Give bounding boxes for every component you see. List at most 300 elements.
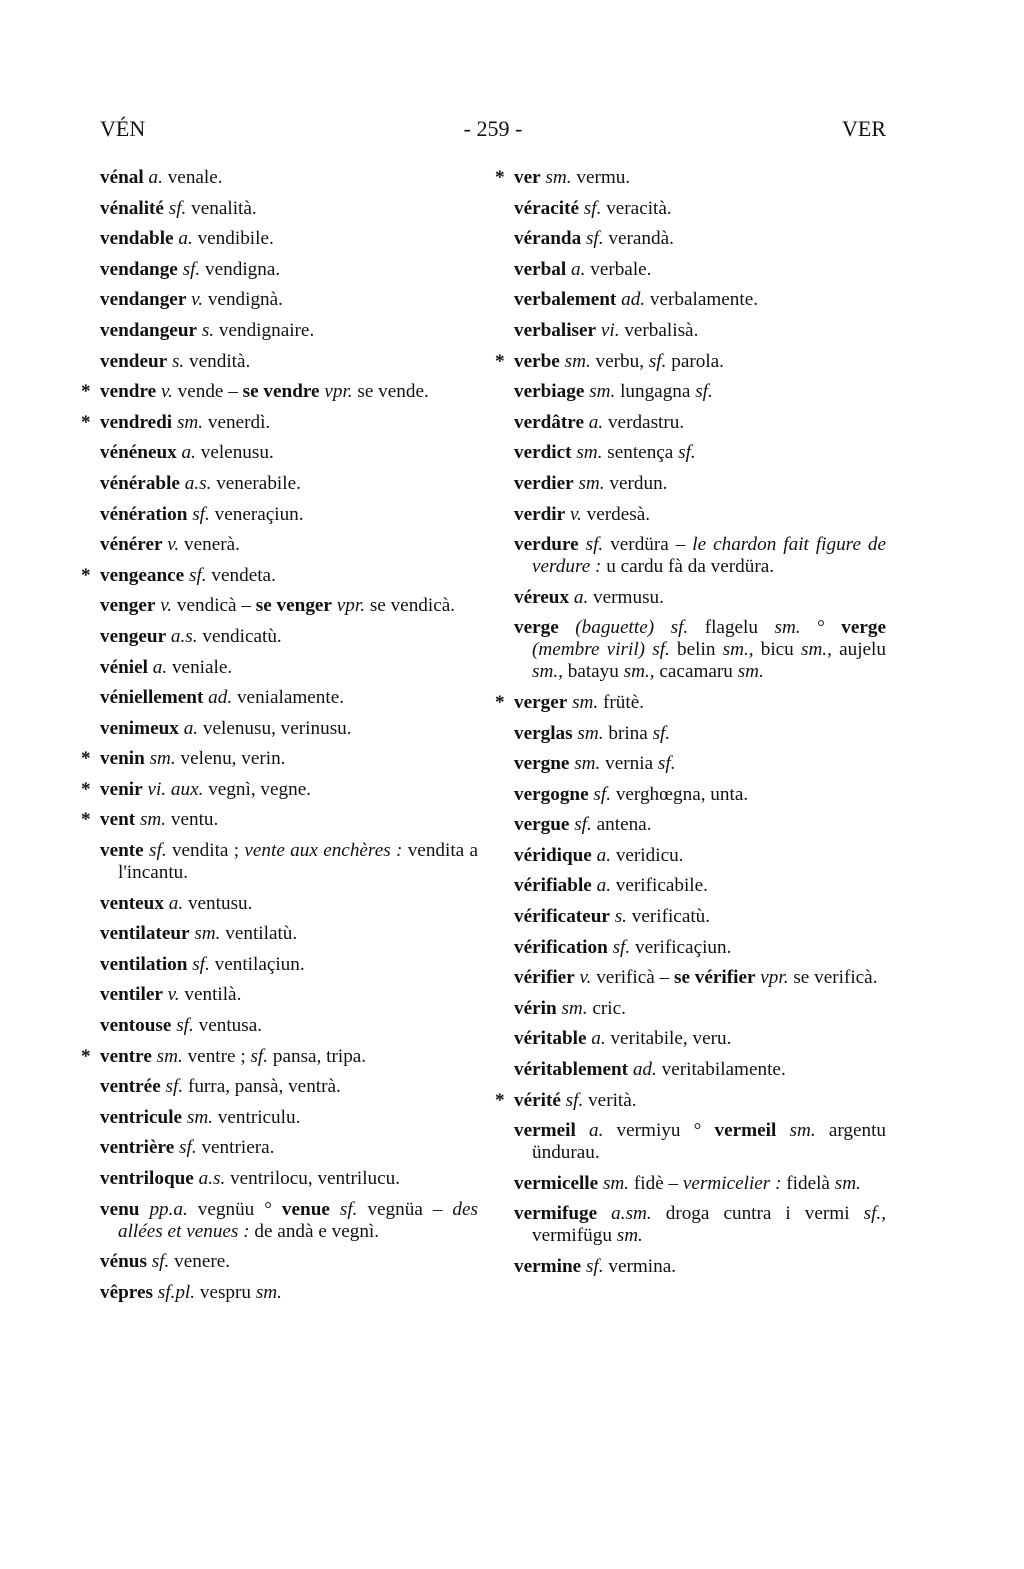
grammar-label: sf.: [657, 753, 676, 775]
headword: vénalité: [100, 197, 164, 219]
translation-text: ventriera.: [196, 1137, 275, 1159]
translation-text: veridicu.: [611, 844, 684, 866]
grammar-label: sf.: [168, 197, 187, 219]
page-header: [100, 116, 886, 146]
asterisk-marker: *: [495, 1089, 505, 1111]
translation-text: antena.: [591, 814, 652, 836]
translation-text: verandà.: [603, 228, 674, 250]
translation-text: ventusu.: [183, 892, 253, 914]
grammar-label: sf.: [583, 197, 602, 219]
headword: véreux: [514, 586, 570, 608]
dictionary-entry: [514, 1169, 886, 1200]
grammar-label: sm.,: [722, 639, 754, 661]
translation-text: ventilatù.: [220, 923, 298, 945]
dictionary-entry: [81, 561, 478, 592]
dictionary-entry: [81, 775, 478, 806]
grammar-label: sf.: [192, 503, 210, 525]
french-phrase: des allées et venues :: [118, 1198, 478, 1242]
translation-text: venalità.: [186, 197, 257, 219]
headword: vergogne: [514, 783, 589, 805]
translation-text: vendicà –: [172, 595, 256, 617]
translation-text: verdastru.: [603, 411, 685, 433]
translation-text: vermiyu °: [603, 1120, 715, 1142]
translation-text: °: [800, 617, 842, 639]
grammar-label: sm.: [156, 1045, 183, 1067]
translation-text: vendita ;: [166, 840, 245, 862]
headword: vénal: [100, 167, 144, 188]
translation-text: venale.: [162, 167, 223, 188]
headword: verbiage: [514, 381, 585, 403]
translation-text: pansa, tripa.: [268, 1045, 367, 1067]
headword: verglas: [514, 722, 573, 744]
translation-text: [576, 1120, 589, 1141]
grammar-label: a.: [573, 586, 589, 608]
grammar-label: v.: [579, 967, 592, 989]
grammar-label: sm.: [616, 1225, 643, 1247]
dictionary-entry: [514, 438, 886, 469]
translation-text: vende –: [172, 381, 243, 403]
dictionary-entry: [100, 622, 478, 653]
grammar-label: sm.: [576, 442, 603, 464]
grammar-label: sm.: [545, 167, 572, 188]
headword: vénéneux: [100, 442, 177, 464]
dictionary-entry: [81, 805, 478, 836]
translation-text: vermusu.: [588, 586, 664, 608]
grammar-label: a.s.: [170, 625, 198, 647]
grammar-label: sf.: [250, 1045, 269, 1067]
dictionary-entry: [100, 1278, 478, 1309]
translation-text: verdüra –: [603, 534, 693, 556]
dictionary-entry: [100, 1072, 478, 1103]
grammar-label: sm.,: [532, 661, 563, 683]
grammar-label: sf.: [670, 617, 689, 639]
asterisk-marker: *: [495, 691, 505, 713]
grammar-label: sm.: [577, 722, 604, 744]
grammar-label: a.: [596, 875, 611, 897]
translation-text: sentença: [602, 442, 679, 464]
translation-text: venere.: [169, 1251, 231, 1273]
grammar-label: sm.,: [623, 661, 655, 683]
headword: vendangeur: [100, 319, 198, 341]
translation-text: bicu: [753, 639, 801, 661]
grammar-label: vpr.: [324, 381, 353, 403]
translation-text: ventusa.: [193, 1015, 263, 1037]
headword: ventricule: [100, 1106, 183, 1128]
grammar-label: vi. aux.: [147, 778, 204, 800]
translation-text: ventilà.: [179, 984, 242, 1006]
headword: vénérable: [100, 472, 180, 494]
dictionary-entry: [514, 1252, 886, 1283]
translation-text: u cardu fà da verdüra.: [601, 556, 775, 578]
dictionary-entry: [514, 224, 886, 255]
grammar-label: a.: [588, 411, 604, 433]
grammar-label: a.s.: [184, 472, 212, 494]
dictionary-entry: [514, 285, 886, 316]
translation-text: venerà.: [179, 534, 240, 556]
translation-text: vendeta.: [206, 564, 276, 586]
grammar-label: sf.pl.: [157, 1281, 196, 1303]
translation-text: cric.: [587, 997, 626, 1019]
french-phrase: vermicelier :: [682, 1172, 782, 1194]
headword: vendredi: [100, 411, 173, 433]
translation-text: vespru: [195, 1281, 256, 1303]
translation-text: vendità.: [184, 350, 251, 372]
header-left-guide-word: VÉN: [100, 116, 146, 141]
translation-text: vermifügu: [532, 1225, 617, 1247]
translation-text: vendigna.: [200, 258, 281, 280]
translation-text: verbu,: [590, 350, 649, 372]
grammar-label: sm.: [149, 748, 176, 770]
headword: véniellement: [100, 687, 204, 709]
dictionary-entry: [514, 316, 886, 347]
headword: venin: [100, 748, 145, 770]
dictionary-entry: [100, 438, 478, 469]
dictionary-entry: [100, 163, 478, 194]
translation-text: verbale.: [585, 258, 652, 280]
asterisk-marker: *: [81, 748, 91, 770]
translation-text: de andà e vegnì.: [249, 1220, 380, 1242]
dictionary-entry: [100, 683, 478, 714]
grammar-label: v.: [191, 289, 204, 311]
grammar-label: sm.: [139, 809, 167, 831]
grammar-label: sf.: [585, 534, 604, 556]
headword: vendable: [100, 228, 174, 250]
grammar-label: sm.: [589, 381, 616, 403]
translation-text: velenu, verin.: [175, 748, 286, 770]
headword: ventouse: [100, 1015, 172, 1037]
left-column: [81, 163, 479, 1308]
dictionary-entry: [514, 1055, 886, 1086]
asterisk-marker: *: [81, 381, 91, 403]
french-phrase: (baguette): [575, 617, 655, 639]
headword: verdier: [514, 472, 574, 494]
grammar-label: v.: [569, 503, 582, 525]
headword: ventilateur: [100, 923, 190, 945]
translation-text: veracità.: [601, 197, 672, 219]
headword: vengeur: [100, 625, 167, 647]
headword: vermifuge: [514, 1203, 598, 1225]
headword: verbalement: [514, 289, 617, 311]
grammar-label: ad.: [621, 289, 646, 311]
grammar-label: a.: [591, 1028, 606, 1050]
dictionary-entry: [100, 316, 478, 347]
translation-text: veniale.: [167, 656, 233, 678]
grammar-label: sm.: [789, 1120, 816, 1142]
grammar-label: s.: [171, 350, 185, 372]
translation-text: batayu: [562, 661, 624, 683]
headword: véritable: [514, 1028, 587, 1050]
dictionary-entry: [514, 500, 886, 531]
translation-text: parola.: [666, 350, 724, 372]
translation-text: flagelu: [688, 617, 775, 639]
translation-text: vegnüu °: [187, 1198, 282, 1220]
grammar-label: a.: [571, 258, 586, 280]
grammar-label: vpr.: [336, 595, 366, 617]
headword: ventre: [100, 1045, 152, 1067]
headword: vendre: [100, 381, 157, 403]
translation-text: vegnì, vegne.: [203, 778, 312, 800]
grammar-label: sm.: [194, 923, 221, 945]
dictionary-entry: [100, 285, 478, 316]
headword: vermicelle: [514, 1172, 599, 1194]
grammar-label: a.s.: [198, 1168, 226, 1189]
translation-text: verificaçiun.: [630, 936, 732, 958]
translation-text: verità.: [583, 1089, 637, 1111]
asterisk-marker: *: [81, 564, 91, 586]
translation-text: verificà –: [591, 967, 674, 989]
grammar-label: a.: [148, 167, 163, 188]
headword: véniel: [100, 656, 148, 678]
grammar-label: sm.: [255, 1281, 282, 1303]
grammar-label: sf.: [574, 814, 592, 836]
headword: vendeur: [100, 350, 168, 372]
translation-text: vegnüa –: [357, 1198, 453, 1220]
headword: venteux: [100, 892, 164, 914]
grammar-label: sm.: [574, 753, 601, 775]
headword: véridique: [514, 844, 592, 866]
translation-text: veritabile, veru.: [605, 1028, 732, 1050]
headword: venger: [100, 595, 156, 617]
dictionary-entry: [100, 591, 478, 622]
translation-text: veneraçiun.: [209, 503, 304, 525]
translation-text: verificabile.: [610, 875, 708, 897]
grammar-label: pp.a.: [149, 1198, 188, 1220]
translation-text: [654, 617, 671, 638]
grammar-label: sf.: [612, 936, 631, 958]
headword: ventiler: [100, 984, 163, 1006]
headword: vérifiable: [514, 875, 592, 897]
dictionary-entry: [81, 1042, 478, 1073]
headword: verbe: [514, 350, 560, 372]
grammar-label: v.: [160, 381, 173, 403]
dictionary-entry: [100, 1103, 478, 1134]
dictionary-entry: [100, 469, 478, 500]
headword: venue: [281, 1198, 330, 1220]
dictionary-entry: [100, 530, 478, 561]
grammar-label: sf.: [648, 350, 667, 372]
translation-text: se vendicà.: [365, 595, 456, 617]
translation-text: argentu ündurau.: [532, 1120, 887, 1164]
dictionary-entry: [514, 377, 886, 408]
translation-text: vendita a l'incantu.: [118, 840, 479, 884]
french-phrase: (membre viril): [532, 639, 646, 661]
header-right-guide-word: VER: [842, 116, 886, 141]
headword: verdure: [514, 534, 579, 556]
dictionary-entry: [100, 347, 478, 378]
dictionary-entry: [514, 583, 886, 614]
headword: verge: [841, 617, 887, 639]
headword: se vendre: [242, 381, 320, 403]
headword: ventilation: [100, 953, 188, 975]
translation-text: venerdì.: [203, 411, 271, 433]
dictionary-entry: [100, 1247, 478, 1278]
headword: verger: [514, 691, 568, 713]
french-phrase: le chardon fait figure de verdure :: [532, 534, 887, 578]
headword: verbal: [514, 258, 567, 280]
headword: vendange: [100, 258, 178, 280]
translation-text: ventilaçiun.: [209, 953, 305, 975]
translation-text: fidè –: [629, 1172, 683, 1194]
grammar-label: a.: [181, 442, 196, 464]
translation-text: verdesà.: [581, 503, 651, 525]
headword: vendanger: [100, 289, 187, 311]
dictionary-entry: [514, 841, 886, 872]
dictionary-entry: [100, 950, 478, 981]
dictionary-entry: [100, 500, 478, 531]
grammar-label: sf.: [678, 442, 696, 464]
dictionary-entry: [514, 194, 886, 225]
asterisk-marker: *: [81, 411, 91, 433]
translation-text: verbalamente.: [645, 289, 759, 311]
translation-text: droga cuntra i vermi: [651, 1203, 864, 1225]
headword: vénération: [100, 503, 188, 525]
headword: vérification: [514, 936, 608, 958]
dictionary-entry: [514, 613, 886, 688]
dictionary-entry: [100, 224, 478, 255]
dictionary-entry: [514, 933, 886, 964]
translation-text: se vende.: [352, 381, 429, 403]
headword: verdâtre: [514, 411, 584, 433]
asterisk-marker: *: [81, 778, 91, 800]
dictionary-entry: [495, 1086, 886, 1117]
grammar-label: sm.: [774, 617, 801, 639]
dictionary-entry: [495, 688, 886, 719]
grammar-label: sf.: [593, 783, 612, 805]
grammar-label: sf.: [652, 722, 671, 744]
headword: verbaliser: [514, 319, 597, 341]
dictionary-entry: [81, 408, 478, 439]
dictionary-entry: [514, 1199, 886, 1252]
translation-text: verghœgna, unta.: [611, 783, 749, 805]
grammar-label: sm.: [602, 1172, 630, 1194]
translation-text: [597, 1203, 611, 1224]
translation-text: velenusu.: [195, 442, 274, 464]
headword: se vérifier: [673, 967, 756, 989]
headword: se venger: [255, 595, 332, 617]
dictionary-entry: [100, 889, 478, 920]
dictionary-entry: [514, 255, 886, 286]
headword: venir: [100, 778, 143, 800]
translation-text: vermina.: [603, 1256, 677, 1277]
translation-text: brina: [603, 722, 653, 744]
headword: vergue: [514, 814, 570, 836]
headword: verdict: [514, 442, 572, 464]
grammar-label: vpr.: [760, 967, 789, 989]
grammar-label: sf.: [176, 1015, 194, 1037]
dictionary-entry: [514, 994, 886, 1025]
headword: vérifier: [514, 967, 575, 989]
translation-text: [776, 1120, 789, 1141]
dictionary-entry: [100, 194, 478, 225]
headword: vérificateur: [514, 906, 610, 928]
translation-text: veritabilamente.: [656, 1059, 786, 1081]
dictionary-entry: [81, 377, 478, 408]
translation-text: ventre ;: [182, 1045, 251, 1067]
right-column: [495, 163, 887, 1283]
translation-text: [330, 1199, 340, 1220]
headword: véracité: [514, 197, 579, 219]
translation-text: vernia: [600, 753, 658, 775]
grammar-label: sf.,: [863, 1203, 887, 1225]
headword: vengeance: [100, 564, 185, 586]
grammar-label: s.: [614, 906, 627, 928]
headword: vermine: [514, 1256, 582, 1277]
grammar-label: ad.: [208, 687, 233, 709]
grammar-label: a.sm.: [611, 1203, 652, 1225]
headword: ventriloque: [100, 1168, 194, 1189]
headword: ventrière: [100, 1137, 175, 1159]
grammar-label: a.: [183, 717, 199, 739]
dictionary-entry: [514, 749, 886, 780]
translation-text: verdun.: [604, 472, 668, 494]
headword: ventrée: [100, 1076, 161, 1098]
headword: vermeil: [514, 1120, 576, 1142]
dictionary-entry: [514, 719, 886, 750]
headword: ver: [514, 167, 541, 188]
grammar-label: sf.: [585, 1256, 604, 1277]
translation-text: fidelà: [781, 1172, 835, 1194]
grammar-label: sm.,: [800, 639, 832, 661]
dictionary-entry: [100, 836, 478, 889]
headword: véritablement: [514, 1059, 629, 1081]
grammar-label: sf.: [151, 1251, 170, 1273]
grammar-label: v.: [167, 534, 180, 556]
grammar-label: sm.: [578, 472, 605, 494]
translation-text: venerabile.: [211, 472, 301, 494]
translation-text: vendibile.: [192, 228, 274, 250]
grammar-label: sm.: [572, 691, 599, 713]
dictionary-entry: [514, 1024, 886, 1055]
dictionary-entry: [514, 1116, 886, 1169]
grammar-label: a.: [152, 656, 168, 678]
grammar-label: ad.: [632, 1059, 657, 1081]
asterisk-marker: *: [81, 1045, 91, 1067]
french-phrase: vente aux enchères :: [244, 840, 403, 862]
dictionary-entry: [81, 744, 478, 775]
headword: venu: [100, 1198, 140, 1220]
grammar-label: sf.: [192, 953, 210, 975]
dictionary-entry: [514, 871, 886, 902]
translation-text: ventriculu.: [212, 1106, 301, 1128]
grammar-label: sf.: [189, 564, 207, 586]
headword: vente: [100, 840, 144, 862]
asterisk-marker: *: [81, 809, 91, 831]
grammar-label: a.: [168, 892, 184, 914]
translation-text: vermu.: [571, 167, 631, 188]
dictionary-entry: [514, 408, 886, 439]
headword: venimeux: [100, 717, 179, 739]
grammar-label: sm.: [186, 1106, 213, 1128]
translation-text: [559, 617, 576, 638]
dictionary-entry: [100, 1164, 478, 1195]
translation-text: verbalisà.: [619, 319, 699, 341]
headword: verdir: [514, 503, 566, 525]
translation-text: vendicatù.: [197, 625, 282, 647]
grammar-label: sf.: [695, 381, 713, 403]
grammar-label: sf.: [585, 228, 604, 250]
grammar-label: a.: [588, 1120, 604, 1142]
grammar-label: sf.: [149, 840, 167, 862]
dictionary-entry: [514, 469, 886, 500]
headword: vermeil: [714, 1120, 777, 1142]
dictionary-entry: [100, 714, 478, 745]
headword: vérin: [514, 997, 557, 1019]
dictionary-entry: [514, 902, 886, 933]
headword: vérité: [514, 1089, 561, 1111]
translation-text: vendignaire.: [214, 319, 315, 341]
grammar-label: a.: [596, 844, 612, 866]
grammar-label: sf.: [339, 1198, 358, 1220]
